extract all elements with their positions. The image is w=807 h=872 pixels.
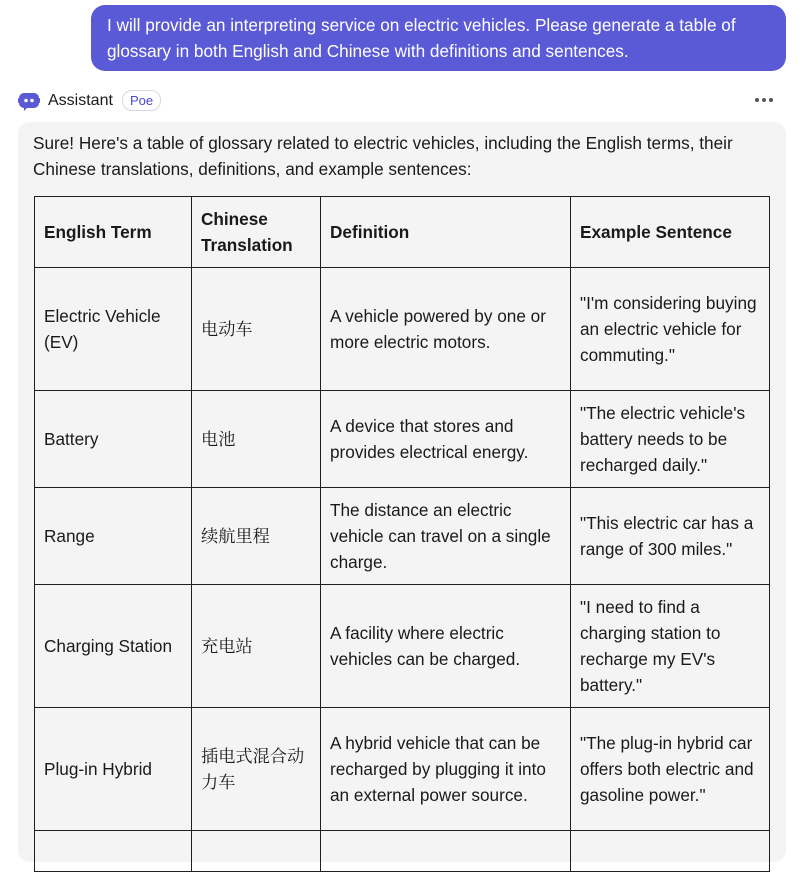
cell-example-sentence: "The plug-in hybrid car offers both electric and gasoline power." xyxy=(571,708,770,831)
intro-text: Sure! Here's a table of glossary related to electric vehicles, including the English terms, their Chinese translations, definitions, and example sentences: xyxy=(33,133,733,179)
cell-chinese-translation: 电动车 xyxy=(192,268,321,391)
table-header-row xyxy=(35,197,770,268)
table-row xyxy=(35,488,770,585)
header-example-sentence: Example Sentence xyxy=(571,197,770,268)
table-row xyxy=(35,585,770,708)
cell-chinese-translation: 续航里程 xyxy=(192,488,321,585)
cell-english-term: Plug-in Hybrid xyxy=(35,708,192,831)
cell-english-term: Range xyxy=(35,488,192,585)
header-english-term: English Term xyxy=(35,197,192,268)
cell-chinese-translation: 充电站 xyxy=(192,585,321,708)
cell-definition: A device that stores and provides electrical energy. xyxy=(321,391,571,488)
cell-definition: A vehicle powered by one or more electric motors. xyxy=(321,268,571,391)
robot-chat-icon xyxy=(18,90,40,112)
cell-definition: A facility where electric vehicles can be charged. xyxy=(321,585,571,708)
cell-definition: The distance an electric vehicle can travel on a single charge. xyxy=(321,488,571,585)
more-options-icon[interactable] xyxy=(754,92,774,108)
cell-example-sentence: "I'm considering buying an electric vehicle for commuting." xyxy=(571,268,770,391)
cell-english-term: Battery xyxy=(35,391,192,488)
cell-english-term: Charging Station xyxy=(35,585,192,708)
table-row xyxy=(35,268,770,391)
header-chinese-translation: Chinese Translation xyxy=(192,197,321,268)
glossary-table xyxy=(34,196,770,872)
cell-chinese-translation: 电池 xyxy=(192,391,321,488)
cell-chinese-translation: 插电式混合动力车 xyxy=(192,708,321,831)
assistant-header xyxy=(18,88,786,114)
cell-example-sentence: "I need to find a charging station to recharge my EV's battery." xyxy=(571,585,770,708)
assistant-message xyxy=(18,122,786,862)
assistant-name[interactable]: Assistant xyxy=(48,92,113,109)
cell-english-term: Electric Vehicle (EV) xyxy=(35,268,192,391)
poe-badge: Poe xyxy=(122,90,161,111)
cell-example-sentence: "The electric vehicle's battery needs to be recharged daily." xyxy=(571,391,770,488)
table-row-partial xyxy=(35,831,770,872)
cell-example-sentence: "This electric car has a range of 300 miles." xyxy=(571,488,770,585)
table-row xyxy=(35,391,770,488)
user-message-bubble: I will provide an interpreting service on electric vehicles. Please generate a table of glossary in both English and Chinese with definitions and sentences. xyxy=(91,5,786,71)
cell-definition: A hybrid vehicle that can be recharged by plugging it into an external power source. xyxy=(321,708,571,831)
header-definition: Definition xyxy=(321,197,571,268)
table-row xyxy=(35,708,770,831)
